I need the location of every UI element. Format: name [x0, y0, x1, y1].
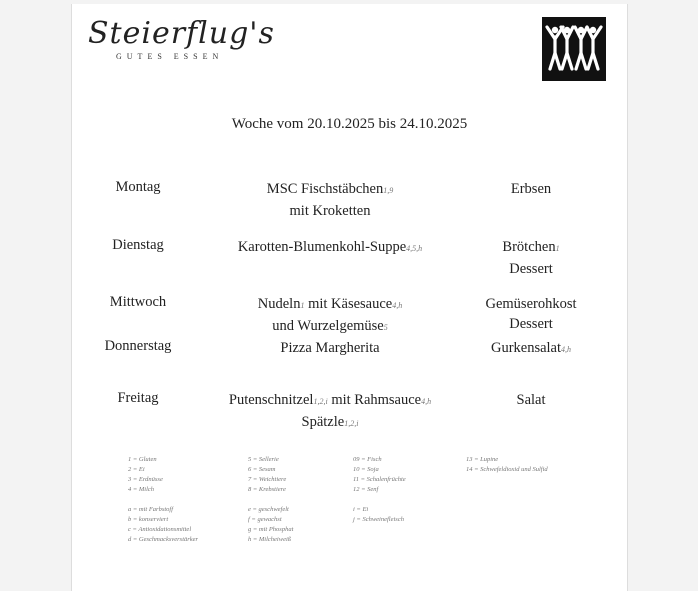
legend-item: 8 = Krebstiere	[248, 486, 286, 493]
logo	[88, 14, 275, 64]
legend-item: 2 = Ei	[128, 466, 145, 473]
side-line: Gurkensalat	[490, 340, 562, 356]
legend-col-1	[128, 455, 198, 545]
day-wednesday: Mittwoch	[109, 294, 167, 310]
side-line: Gemüserohkost	[485, 296, 577, 312]
people-logo-icon	[542, 17, 606, 81]
side-line: Dessert	[509, 316, 553, 332]
menu-page	[71, 4, 628, 591]
side-dish-friday	[471, 390, 591, 410]
legend-col-2	[248, 455, 293, 545]
legend-item: 5 = Sellerie	[248, 456, 279, 463]
day-thursday: Donnerstag	[104, 338, 172, 354]
legend-item: 1 = Gluten	[128, 456, 157, 463]
allergen-codes: 4,5,h	[406, 244, 423, 253]
allergen-codes: 1,2,i	[313, 397, 328, 406]
week-title: Woche vom 20.10.2025 bis 24.10.2025	[231, 116, 468, 132]
dish-line: Putenschnitzel	[228, 392, 314, 408]
legend-item: 13 = Lupine	[466, 456, 499, 463]
legend-item: c = Antioxidationsmittel	[128, 526, 192, 533]
legend-item: a = mit Farbstoff	[128, 506, 174, 513]
main-dish-thursday	[200, 338, 460, 358]
legend-item: 11 = Schalenfrüchte	[353, 476, 406, 483]
dish-line: Nudeln	[257, 296, 301, 312]
side-line: Dessert	[509, 261, 553, 277]
legend-item: 7 = Weichtiere	[248, 476, 287, 483]
dish-line: MSC Fischstäbchen	[266, 181, 384, 197]
allergen-codes: 1,2,i	[344, 419, 359, 428]
side-line: Salat	[516, 392, 546, 408]
logo-subtitle: GUTES ESSEN	[116, 52, 224, 61]
legend-item: g = mit Phosphat	[248, 526, 294, 533]
allergen-codes: 1	[555, 244, 560, 253]
legend-item: e = geschwefelt	[248, 506, 289, 513]
allergen-codes: 5	[383, 323, 388, 332]
side-line: Brötchen	[502, 239, 556, 255]
side-dish-tuesday	[471, 237, 591, 279]
dish-line: Spätzle	[301, 414, 345, 430]
legend-item: j = Schweinefleisch	[353, 516, 404, 523]
day-friday: Freitag	[117, 390, 159, 406]
legend-item: 3 = Erdnüsse	[128, 476, 163, 483]
side-dish-wednesday	[471, 294, 591, 334]
allergen-codes: 1	[300, 301, 305, 310]
dish-line: mit Kroketten	[289, 203, 371, 219]
allergen-codes: 4,h	[561, 345, 572, 354]
side-dish-monday	[471, 179, 591, 199]
main-dish-wednesday	[200, 294, 460, 338]
legend-col-4	[466, 455, 548, 475]
day-tuesday: Dienstag	[112, 237, 164, 253]
legend-item: i = Ei	[353, 506, 369, 513]
dish-line: Pizza Margherita	[280, 340, 380, 356]
legend-item: 09 = Fisch	[353, 456, 382, 463]
legend-item: 12 = Senf	[353, 486, 379, 493]
legend-item: 6 = Sesam	[248, 466, 276, 473]
allergen-codes: 4,h	[421, 397, 432, 406]
allergen-codes: 1,9	[383, 186, 394, 195]
day-monday: Montag	[115, 179, 161, 195]
legend-item: 14 = Schwefeldioxid und Sulfid	[466, 466, 548, 473]
legend-item: 10 = Soja	[353, 466, 379, 473]
main-dish-friday	[200, 390, 460, 434]
dish-line: mit Käsesauce	[304, 296, 393, 312]
legend-item: 4 = Milch	[128, 486, 155, 493]
legend-col-3	[353, 455, 406, 525]
main-dish-tuesday	[200, 237, 460, 259]
main-dish-monday	[200, 179, 460, 221]
allergen-codes: 4,h	[392, 301, 403, 310]
side-dish-thursday	[471, 338, 591, 360]
side-line: Erbsen	[510, 181, 552, 197]
logo-script: Steierflug's	[88, 16, 275, 51]
legend-item: d = Geschmacksverstärker	[128, 536, 199, 543]
legend-item: h = Milcheiweiß	[248, 536, 292, 543]
dish-line: mit Rahmsauce	[327, 392, 422, 408]
dish-line: Karotten-Blumenkohl-Suppe	[237, 239, 407, 255]
legend-item: b = konserviert	[128, 516, 169, 523]
dish-line: und Wurzelgemüse	[272, 318, 384, 334]
legend-item: f = gewachst	[248, 516, 282, 523]
